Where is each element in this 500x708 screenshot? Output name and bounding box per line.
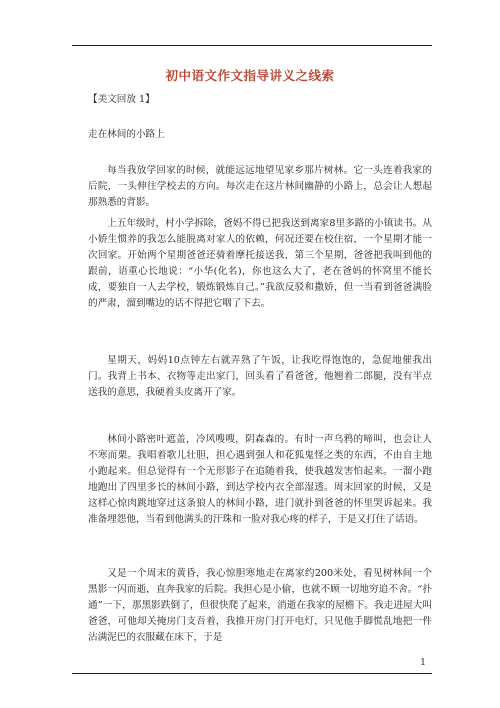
page-number: 1	[420, 657, 427, 668]
paragraph-3: 星期天，妈妈10点钟左右就弄熟了午饭，让我吃得饱饱的，急促地催我出门。我背上书本、衣物等走出家门，回头看了看爸爸，他翘着二郎腿，没有半点送我的意思，我硬着头皮离开了家。	[88, 355, 432, 398]
paragraph-2: 上五年级时，村小学拆除，爸妈不得已把我送到离家8里多路的小镇读书。从小娇生惯养的我怎么能脱离对家人的依赖，何况还要在校住宿，一个星期才能一次回家。开始两个星期爸爸还骑着摩托接送我，第三个星期，爸爸把我叫到他的跟前，语重心长地说：“小华(化名)，你也这么大了，老在爸妈的怀窝里不能长成，要独自一人去学校，锻炼锻炼自己。”我欲反驳和撒娇，但一当看到爸爸满脸的严肃，溜到嘴边的话不得把它咽了下去。	[88, 218, 432, 309]
document-title: 初中语文作文指导讲义之线索	[165, 68, 335, 83]
header-rule	[72, 45, 432, 46]
paragraph-4: 林间小路密叶遮盖，冷风嗖嗖，阴森森的。有时一声乌鸦的啼叫，也会让人不寒而栗。我唱着歌儿壮胆，担心遇到强人和花狐鬼怪之类的东西，不由自主地小跑起来。但总觉得有一个无形影子在追随着我，使我越发害怕起来。一溜小跑地跑出了四里多长的林间小路，到达学校内衣全部湿透。周末回家的时候，又是这样心惊肉跳地穿过这条狼人的林间小路，进门就扑到爸爸的怀里哭诉起来。我准备埋怨他，当看到他满头的汗珠和一脸对我心疼的样子，于是又打住了话语。	[88, 434, 432, 525]
paragraph-5: 又是一个周末的黄昏，我心惊胆寒地走在离家约200米处，看见树林间一个黑影一闪而逝，直奔我家的后院。我担心是小偷，也就不顾一切地穷追不舍。“扑通”一下，那黑影跌倒了，但很快爬了起来，消逝在我家的屋檐下。我走进屋大叫爸爸，可他却关掩房门支吾着，我推开房门打开电灯，只见他手脚慌乱地把一件沾满泥巴的衣服藏在床下，于是	[88, 568, 432, 643]
essay-subtitle: 走在林间的小路上	[88, 129, 165, 140]
paragraph-1: 每当我放学回家的时候，就能远远地望见家乡那片树林。它一头连着我家的后院，一头伸往学校去的方向。每次走在这片林间幽静的小路上，总会让人想起那熟悉的背影。	[88, 165, 432, 208]
section-label: 【美文回放 1】	[88, 94, 155, 105]
footer-rule	[72, 673, 432, 674]
